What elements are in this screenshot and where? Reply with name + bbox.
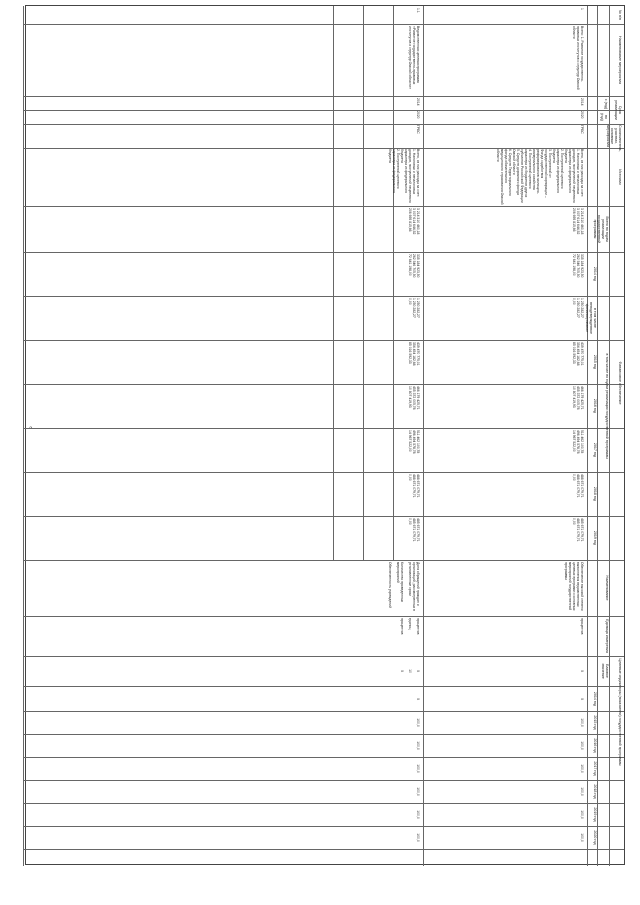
header-ind-name: Наименование [605,575,609,601]
row2-2019: 485 671 079,71 485 671 079,71 0,00 [408,518,420,542]
row1-incl: 1 250 282,27 1 250 282,27 0,00 [572,298,584,318]
header-terms: Срок реализации [614,100,622,120]
row1-from: 2014 [580,98,584,106]
header-2018: 2018 год [593,486,597,502]
row1-to: 2020 [580,111,584,119]
row1-sources: Всего, из них расходы за счет: 1. Налоговых и неналоговых доходов, поступлений нецелевого характера из федерального бюджета 2. Поступлений целевого характера из федерального бюджета 3. Поступлений от государственной корпорации – Фонда содействия реформированию жилищно-коммунального хозяйства 4. Поступлений целевого характера из бюджетов других субъектов Российской Федерации 5. Средств дорожного фонда Омской области 6. Средств Территориального фонда обязательного медицинского страхования Омской области [496,149,584,205]
row2-total: 3 214 310 460,18 3 007 614 644,52 206 695 815,66 [408,208,420,235]
row1-2016: 466 179 425,71 455 372 005,78 10 807 419,93 [572,386,584,410]
header-num: № п/п [618,10,622,20]
row2-base: X 10 X [400,669,420,673]
header-to: по (год) [600,113,608,121]
header-executor: Соисполнитель, участник, основные мероприятия [606,125,622,152]
header-indicators: Целевые индикаторы (показатели) государственной программы [618,658,622,766]
row1-2017: 511 462 100,78 496 494 578,78 14 967 522,00 [572,430,584,454]
header-ind-2016: 2016 год [593,738,597,753]
row2-2016: 466 179 425,71 455 372 005,78 10 807 419,93 [408,386,420,410]
row1-ind-2015: 100,0 [580,718,584,727]
row2-unit: процентов единиц процентов [400,618,420,635]
row1-name: Всего: 1. Развитие государственно-правовых институтов и структур Омской области [572,26,584,90]
row1-2015: 439 470 775,01 354 454 182,68 85 016 592,33 [572,342,584,366]
rotated-table [25,5,625,865]
header-2017: 2017 год [593,442,597,458]
row2-to: 2020 [416,111,420,119]
row1-2019: 485 671 079,71 485 671 079,71 0,00 [572,518,584,542]
row1-2018: 488 671 079,71 488 671 079,71 0,00 [572,474,584,498]
row2-ind-2018: 100,0 [416,787,420,796]
header-from: с (год) [604,98,608,110]
header-ind-2018: 2018 год [593,784,597,799]
header-2014: 2014 год [593,266,597,282]
program-table [25,5,625,865]
header-2019: 2019 год [593,530,597,546]
row2-sources: Всего, из них расходы за счет: 1. Налоговых и неналоговых доходов, поступлений нецелевого характера из федерального бюджета 2. Поступлений целевого характера из федерального бюджета [388,149,420,203]
row2-ind-2020: 100,0 [416,833,420,842]
row1-2014: 335 184 923,50 262 546 705,50 72 641 198,00 [572,254,584,278]
row2-from: 2014 [416,98,420,106]
header-2016: 2016 год [593,398,597,414]
row2-2014: 335 184 923,50 262 546 705,50 72 641 198,00 [408,254,420,278]
row1-executor: ГРБС [580,125,584,134]
header-base: Базовое значение [601,663,609,679]
header-total: Всего по годам реализации государственной программы [593,214,609,244]
header-ind-2014: 2014 год [593,691,597,707]
header-source: Источник [618,169,622,185]
row2-num: 1.1 [416,8,420,13]
row2-2017: 511 462 100,78 496 494 578,78 14 967 522,00 [408,430,420,454]
row2-ind-2016: 100,0 [416,741,420,750]
row2-ind-2015: 100,0 [416,718,420,727]
header-incl: в том числе неподтвержденное финансирование [585,302,597,334]
row2-ind-2017: 100,0 [416,764,420,773]
row1-ind-name: Обеспечение высокой степени выполнения ведомственных целевых программ и основных мероприятий государственной программы [564,562,584,611]
row2-name: Ведомственная целевая программа «Развитие государственно-правовых институтов и структур Омской области» [408,26,420,90]
row2-ind-2014: X [416,697,420,701]
row1-ind-2014: X [580,697,584,701]
row1-num: 1 [580,8,584,10]
page-number: 6 [28,426,34,429]
row2-ind-name: Доля обращений граждан и организаций, рассмотренных в установленные сроки Количество проведенных мероприятий Обеспеченность учреждений [388,562,420,611]
row1-unit: процентов [580,618,584,635]
row2-2018: 488 671 079,71 488 671 079,71 0,00 [408,474,420,498]
row2-executor: ГРБС [416,125,420,134]
header-ind-2017: 2017 год [593,761,597,776]
row1-ind-2020: 100,0 [580,833,584,842]
header-name: Наименование мероприятия [618,36,622,84]
row2-2015: 439 470 775,01 354 454 182,68 85 016 592,33 [408,342,420,366]
header-unit: Единица измерения [605,619,609,653]
header-2015: 2015 год [593,354,597,370]
header-years-note: в том числе по годам реализации государственной программы [605,353,609,459]
header-financing: Финансовое обеспечение [618,361,622,405]
row1-ind-2017: 100,0 [580,764,584,773]
row1-ind-2019: 100,0 [580,810,584,819]
row2-incl: 1 250 282,27 1 250 282,27 0,00 [408,298,420,318]
row1-ind-2018: 100,0 [580,787,584,796]
row1-ind-2016: 100,0 [580,741,584,750]
row2-ind-2019: 100,0 [416,810,420,819]
header-ind-2015: 2015 год [593,715,597,730]
header-ind-2020: 2020 год [593,830,597,845]
row1-base: X [580,669,584,673]
row1-total: 3 214 310 460,18 3 007 614 644,52 206 695 815,66 [572,208,584,235]
header-ind-2019: 2019 год [593,807,597,822]
